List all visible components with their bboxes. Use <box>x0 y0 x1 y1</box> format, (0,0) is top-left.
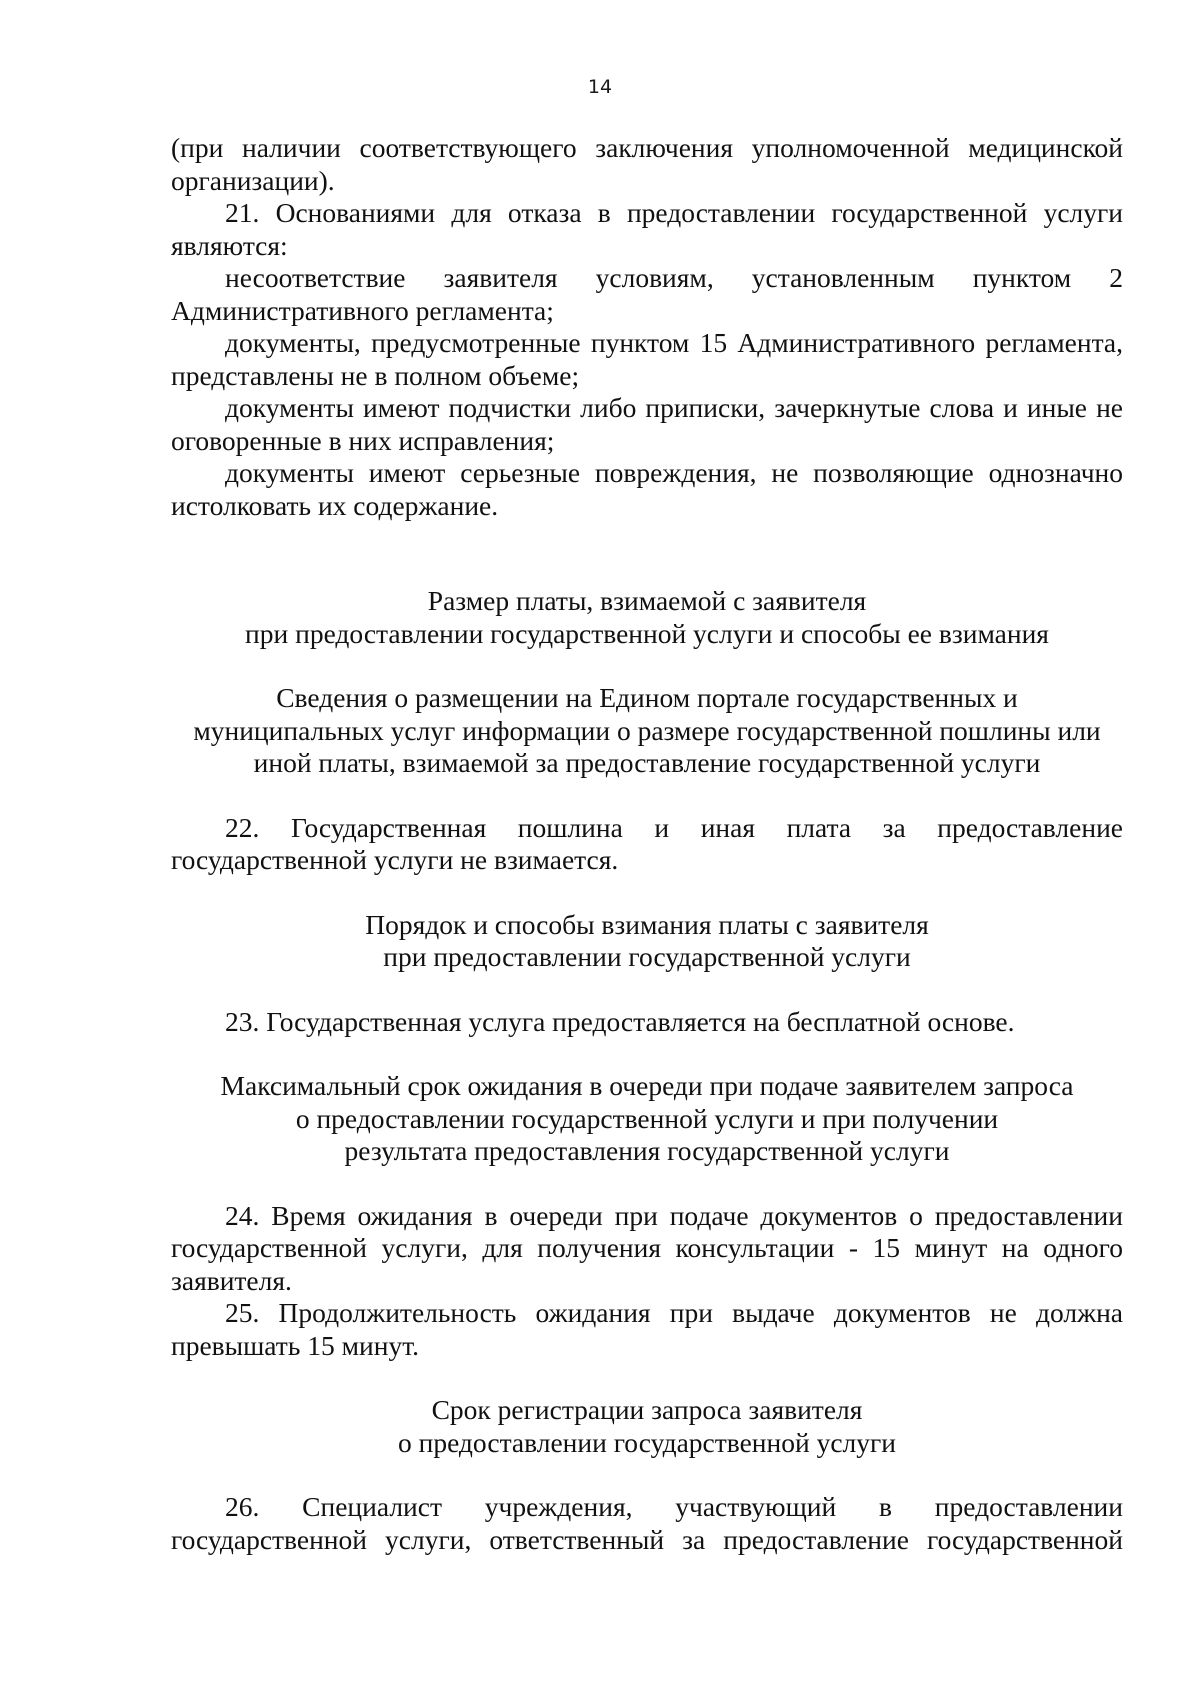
section-heading-fee <box>171 585 1123 650</box>
heading-line: о предоставлении государственной услуги и при получении <box>295 1102 999 1134</box>
section-heading-portal <box>171 682 1123 780</box>
heading-line: иной платы, взимаемой за предоставление государственной услуги <box>253 747 1041 778</box>
heading-line: муниципальных услуг информации о размере государственной пошлины или <box>193 714 1101 746</box>
paragraph-21-item-2: документы, предусмотренные пунктом 15 Административного регламента, представлены не в полном объеме; <box>171 327 1123 391</box>
paragraph-22: 22. Государственная пошлина и иная плата за предоставление государственной услуги не взимается. <box>171 811 1123 875</box>
paragraph-21-item-1: несоответствие заявителя условиям, установленным пунктом 2 Административного регламента; <box>171 262 1123 326</box>
paragraph-26: 26. Специалист учреждения, участвующий в предоставлении государственной услуги, ответственный за предоставление государственной <box>171 1491 1123 1555</box>
paragraph-21-intro: 21. Основаниями для отказа в предоставлении государственной услуги являются: <box>171 197 1123 261</box>
paragraph-21-item-3: документы имеют подчистки либо приписки, зачеркнутые слова и иные не оговоренные в них исправления; <box>171 392 1123 456</box>
heading-line: Срок регистрации запроса заявителя <box>431 1394 863 1425</box>
heading-line: о предоставлении государственной услуги <box>398 1426 896 1458</box>
heading-line: Сведения о размещении на Едином портале государственных и <box>276 682 1018 713</box>
paragraph-continuation: (при наличии соответствующего заключения уполномоченной медицинской организации). <box>171 132 1123 196</box>
heading-line: Размер платы, взимаемой с заявителя <box>427 585 867 616</box>
paragraph-23: 23. Государственная услуга предоставляется на бесплатной основе. <box>225 1005 1015 1037</box>
paragraph-24: 24. Время ожидания в очереди при подаче документов о предоставлении государственной услуги, для получения консультации - 15 минут на одного заявителя. <box>171 1199 1123 1296</box>
page-number: 14 <box>587 76 613 98</box>
heading-line: при предоставлении государственной услуги <box>383 941 911 972</box>
section-heading-registration <box>171 1394 1123 1459</box>
heading-line: результата предоставления государственной услуги <box>344 1135 950 1166</box>
heading-line: Максимальный срок ожидания в очереди при подаче заявителем запроса <box>220 1070 1074 1101</box>
paragraph-21-item-4: документы имеют серьезные повреждения, не позволяющие однозначно истолковать их содержание. <box>171 457 1123 521</box>
section-heading-queue <box>171 1070 1123 1168</box>
paragraph-25: 25. Продолжительность ожидания при выдаче документов не должна превышать 15 минут. <box>171 1297 1123 1361</box>
document-body <box>171 132 1123 1556</box>
heading-line: Порядок и способы взимания платы с заявителя <box>365 908 929 940</box>
heading-line: при предоставлении государственной услуги и способы ее взимания <box>245 617 1049 649</box>
section-heading-order <box>171 909 1123 974</box>
